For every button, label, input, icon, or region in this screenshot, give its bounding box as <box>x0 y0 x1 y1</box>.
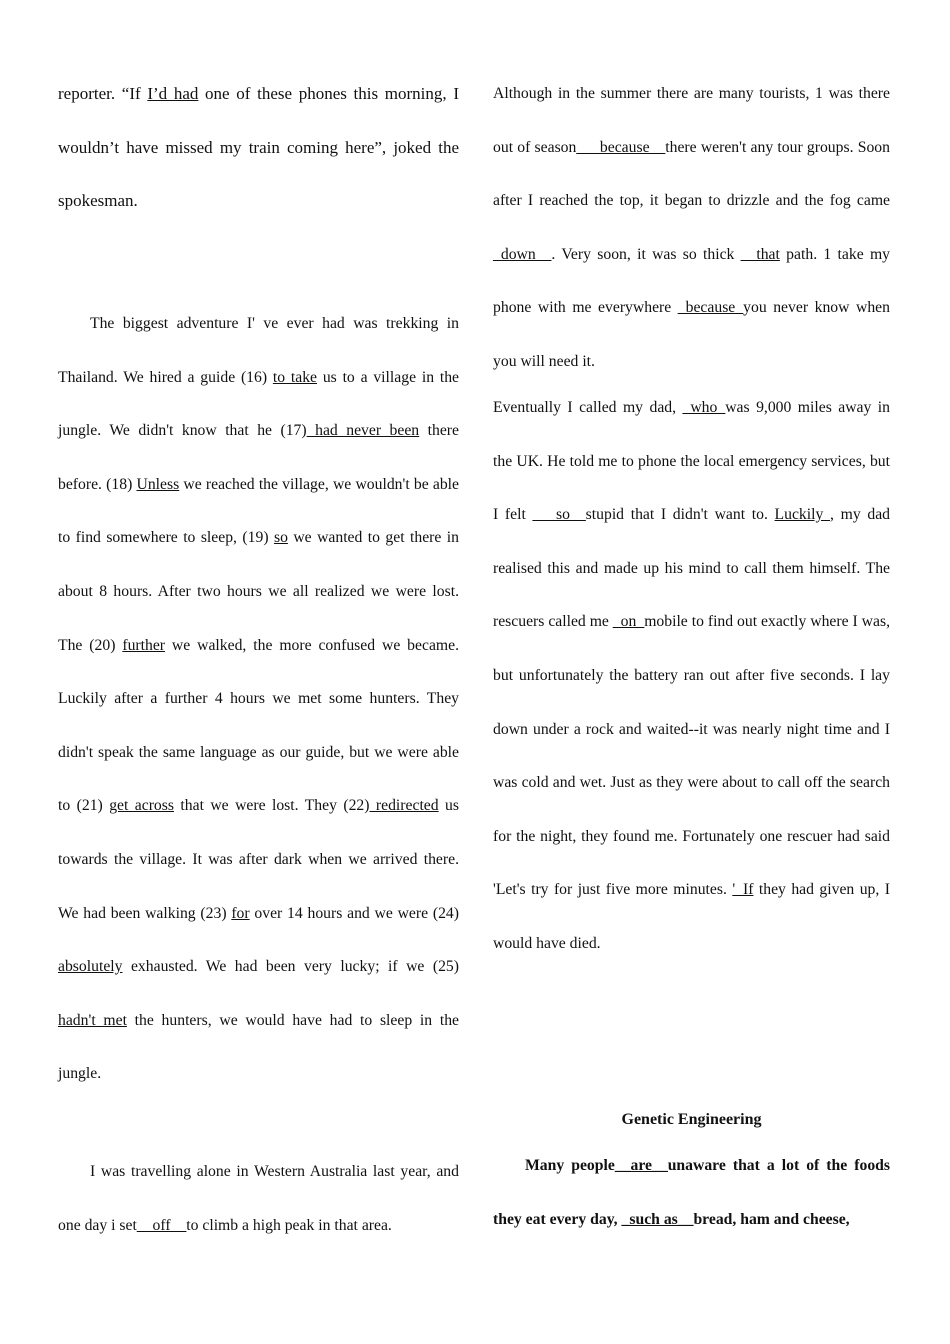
answer-blank: I’d had <box>147 84 199 103</box>
answer-blank: _down__ <box>493 245 552 263</box>
text-run: one of these phones this morning, I wouldn’t have missed my train coming here”, joked the spokesman. <box>58 84 459 211</box>
text-run: us towards the village. It was after dark when we arrived there. We had been walking (23) <box>58 797 459 922</box>
paragraph-genetic-engineering <box>493 1139 890 1246</box>
answer-blank-22: redirected <box>369 797 439 815</box>
text-run: . Very soon, it was so thick <box>551 245 741 263</box>
answer-blank: '_If <box>732 881 754 899</box>
answer-blank-16: to take <box>272 368 318 386</box>
text-run: there weren't any tour groups. Soon after I reached the top, it began to drizzle and the fog came <box>493 138 890 210</box>
answer-blank: __that <box>740 245 780 263</box>
text-run: we reached the village, we wouldn't be able to find somewhere to sleep, (19) <box>58 475 459 547</box>
text-run: exhausted. We had been very lucky; if we (25) <box>122 958 459 976</box>
answer-blank: __off__ <box>136 1216 187 1234</box>
answer-blank: _because_ <box>677 299 744 317</box>
text-run: Eventually I called my dad, <box>493 399 683 416</box>
text-run: bread, ham and cheese, <box>693 1210 850 1228</box>
paragraph-reporter-quote <box>58 67 459 228</box>
answer-blank-24: absolutely <box>58 958 123 976</box>
text-run: over 14 hours and we were (24) <box>249 904 459 922</box>
text-run: we walked, the more confused we became. Luckily after a further 4 hours we met some hunters. They didn't speak the same language as our guide, but we were able to (21) <box>58 636 460 815</box>
paragraph-called-dad <box>493 381 890 971</box>
text-run: the hunters, we would have had to sleep in the jungle. <box>58 1011 459 1083</box>
text-run: path. 1 take my phone with me everywhere <box>493 245 890 317</box>
text-run: they had given up, I would have died. <box>493 881 890 952</box>
text-run: I was travelling alone in Western Australia last year, and one day i set <box>58 1163 459 1234</box>
answer-blank-17: had never been <box>306 422 420 440</box>
answer-blank-19: so <box>273 529 288 547</box>
text-run: mobile to find out exactly where I was, but unfortunately the battery ran out after five seconds. I lay down under a rock and waited--it was nearly night time and I was cold and wet. Just as they were about to call off the search for the night, they found me. Fortunately one rescuer had said 'Let's try for just five more minutes. <box>493 613 891 899</box>
paragraph-western-australia <box>58 1145 459 1252</box>
paragraph-out-of-season <box>493 67 890 389</box>
answer-blank-23: for <box>231 904 250 922</box>
text-run: stupid that I didn't want to. <box>585 506 775 524</box>
paragraph-thailand-adventure <box>58 297 459 1101</box>
answer-blank-20: further <box>122 636 166 654</box>
text-run: reporter. “If <box>58 84 148 103</box>
text-run: to climb a high peak in that area. <box>186 1216 392 1234</box>
answer-blank-25: hadn't met <box>58 1011 127 1029</box>
text-run: you never know when you will need it. <box>493 299 890 370</box>
text-run: that we were lost. They (22) <box>173 797 370 815</box>
text-run: we wanted to get there in about 8 hours. After two hours we all realized we were lost. The (20) <box>58 529 459 654</box>
answer-blank: Luckily <box>774 506 831 524</box>
text-run: unaware that a lot of the foods they eat every day, <box>493 1157 890 1228</box>
text-run: Although in the summer there are many tourists, 1 was there out of season <box>493 85 890 156</box>
text-run: , my dad realised this and made up his mind to call them himself. The rescuers called me <box>493 506 891 631</box>
answer-blank: ___because__ <box>576 138 666 156</box>
text-run: was 9,000 miles away in the UK. He told me to phone the local emergency services, but I felt <box>493 399 890 524</box>
answer-blank: ___so__ <box>532 506 586 524</box>
text-run: us to a village in the jungle. We didn't know that he (17) <box>58 368 459 440</box>
text-run: The biggest adventure I' ve ever had was trekking in Thailand. We hired a guide (16) <box>58 315 459 386</box>
text-run: Many people <box>525 1157 615 1174</box>
answer-blank: _on_ <box>612 613 645 631</box>
answer-blank: _such as__ <box>621 1210 694 1228</box>
section-title: Genetic Engineering <box>621 1111 762 1128</box>
answer-blank: _who_ <box>682 399 726 416</box>
answer-blank-21: get across <box>109 797 174 815</box>
text-run: there before. (18) <box>58 422 459 493</box>
answer-blank-18: Unless <box>136 475 180 493</box>
answer-blank: __are__ <box>614 1157 668 1174</box>
